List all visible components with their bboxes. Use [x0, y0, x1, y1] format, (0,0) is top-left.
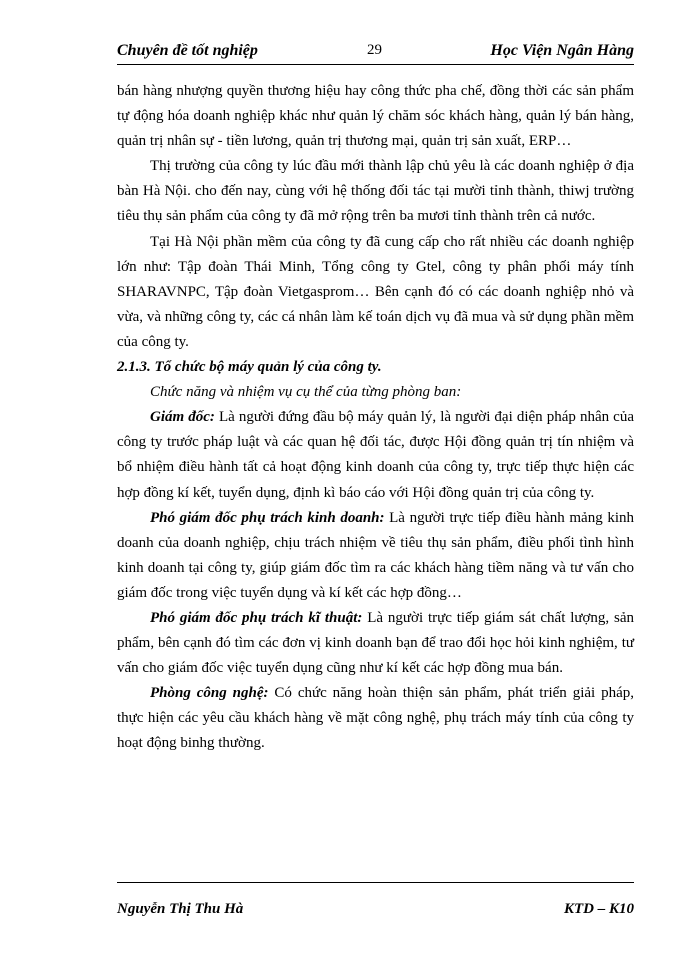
- role-deputy-business: [117, 506, 634, 606]
- role-technology-dept: [117, 681, 634, 756]
- role-title: Phó giám đốc phụ trách kĩ thuật:: [150, 609, 363, 626]
- role-description: Là người trực tiếp điều hành mảng kinh doanh của doanh nghiệp, chịu trách nhiệm về tiêu thụ sản phẩm, điều phối tình hình kinh doanh tại công ty, giúp giám đốc tìm ra các khách hàng tiềm năng và tư vấn cho giám đốc trong việc tuyển dụng và kí kết các hợp đồng…: [117, 509, 635, 601]
- section-subheading: Chức năng và nhiệm vụ cụ thể của từng phòng ban:: [150, 384, 462, 401]
- paragraph-customers: Tại Hà Nội phần mềm của công ty đã cung cấp cho rất nhiều các doanh nghiệp lớn như: Tập đoàn Thái Minh, Tổng công ty Gtel, công ty phân phối máy tính SHARAVNPC, Tập đoàn Vietgasprom… Bên cạnh đó có các doanh nghiệp nhỏ và vừa, và những công ty, các cá nhân làm kế toán dịch vụ đã mua và sử dụng phần mềm của công ty.: [117, 233, 634, 350]
- page-number: 29: [367, 42, 382, 58]
- footer-class: KTD – K10: [563, 901, 634, 917]
- paragraph-continuation: bán hàng nhượng quyền thương hiệu hay công thức pha chế, đồng thời các sản phẩm tự động hóa doanh nghiệp khác như quản lý chăm sóc khách hàng, quản lý bán hàng, quản trị nhân sự - tiền lương, quản trị thương mại, quản trị sản xuất, ERP…: [117, 83, 634, 150]
- role-title: Giám đốc:: [150, 409, 215, 426]
- paragraph-market: Thị trường của công ty lúc đầu mới thành lập chủ yêu là các doanh nghiệp ở địa bàn Hà Nội. cho đến nay, cùng với hệ thống đối tác tại mười tỉnh thành, thiwj trường tiêu thụ sản phẩm của công ty đã mở rộng trên ba mươi tỉnh thành trên cả nước.: [117, 158, 634, 225]
- page-header: [117, 42, 634, 65]
- header-title: Chuyên đề tốt nghiệp: [117, 42, 258, 59]
- role-description: Là người trực tiếp giám sát chất lượng, sản phẩm, bên cạnh đó tìm các đơn vị kinh doanh bạn để trao đổi học hỏi kinh nghiệm, tư vấn cho giám đốc việc tuyển dụng cũng như kí kết các hợp đồng mua bán.: [117, 609, 635, 677]
- footer-author: Nguyễn Thị Thu Hà: [117, 901, 244, 917]
- header-institution: Học Viện Ngân Hàng: [490, 42, 634, 59]
- section-heading: 2.1.3. Tổ chức bộ máy quản lý của công ty.: [117, 359, 382, 376]
- role-title: Phòng công nghệ:: [150, 685, 269, 702]
- role-title: Phó giám đốc phụ trách kinh doanh:: [150, 509, 385, 526]
- role-description: Có chức năng hoàn thiện sản phẩm, phát triển giải pháp, thực hiện các yêu cầu khách hàng về mặt công nghệ, phụ trách máy tính của công ty hoạt động binhg thường.: [117, 685, 634, 752]
- role-description: Là người đứng đầu bộ máy quản lý, là người đại diện pháp nhân của công ty trước pháp luật và các quan hệ đối tác, được Hội đồng quản trị tín nhiệm và bổ nhiệm điều hành tất cả hoạt động kinh doanh của công ty, trực tiếp thực hiện các hợp đồng kí kết, tuyển dụng, định kì báo cáo với Hội đồng quản trị của công ty.: [117, 409, 634, 501]
- document-body: [117, 79, 634, 757]
- role-deputy-technical: [117, 606, 634, 681]
- page-footer: [117, 882, 634, 923]
- role-director: [117, 405, 634, 505]
